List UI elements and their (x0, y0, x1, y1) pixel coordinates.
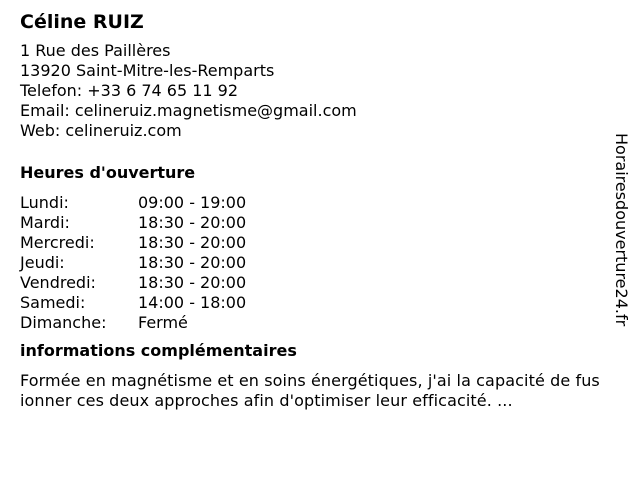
hours-row-saturday (20, 293, 605, 313)
email-address: Email: celineruiz.magnetisme@gmail.com (20, 101, 357, 120)
additional-info-text: Formée en magnétisme et en soins énergétiques, j'ai la capacité de fusionner ces deux approches afin d'optimiser leur efficacité. ... (20, 371, 600, 410)
website: Web: celineruiz.com (20, 121, 182, 140)
business-name: Céline RUIZ (20, 11, 144, 33)
street-address: 1 Rue des Paillères (20, 41, 171, 60)
hours-time: 18:30 - 20:00 (138, 213, 247, 232)
opening-hours-table (20, 193, 605, 333)
business-card (20, 10, 605, 411)
hours-time: 14:00 - 18:00 (138, 293, 247, 312)
watermark-text: Horairesdouverture24.fr (612, 133, 631, 327)
hours-day: Samedi: (20, 293, 86, 312)
hours-row-sunday (20, 313, 605, 333)
hours-time: Fermé (138, 313, 188, 332)
hours-time: 18:30 - 20:00 (138, 273, 247, 292)
hours-row-tuesday (20, 213, 605, 233)
hours-day: Lundi: (20, 193, 69, 212)
hours-day: Mercredi: (20, 233, 95, 252)
additional-info-title: informations complémentaires (20, 341, 297, 360)
hours-day: Mardi: (20, 213, 70, 232)
city-address: 13920 Saint-Mitre-les-Remparts (20, 61, 275, 80)
hours-time: 18:30 - 20:00 (138, 253, 247, 272)
hours-row-friday (20, 273, 605, 293)
hours-row-thursday (20, 253, 605, 273)
hours-day: Vendredi: (20, 273, 96, 292)
hours-day: Jeudi: (20, 253, 65, 272)
phone-number: Telefon: +33 6 74 65 11 92 (20, 81, 239, 100)
hours-row-monday (20, 193, 605, 213)
hours-day: Dimanche: (20, 313, 107, 332)
hours-time: 18:30 - 20:00 (138, 233, 247, 252)
opening-hours-title: Heures d'ouverture (20, 163, 196, 182)
hours-time: 09:00 - 19:00 (138, 193, 247, 212)
hours-row-wednesday (20, 233, 605, 253)
